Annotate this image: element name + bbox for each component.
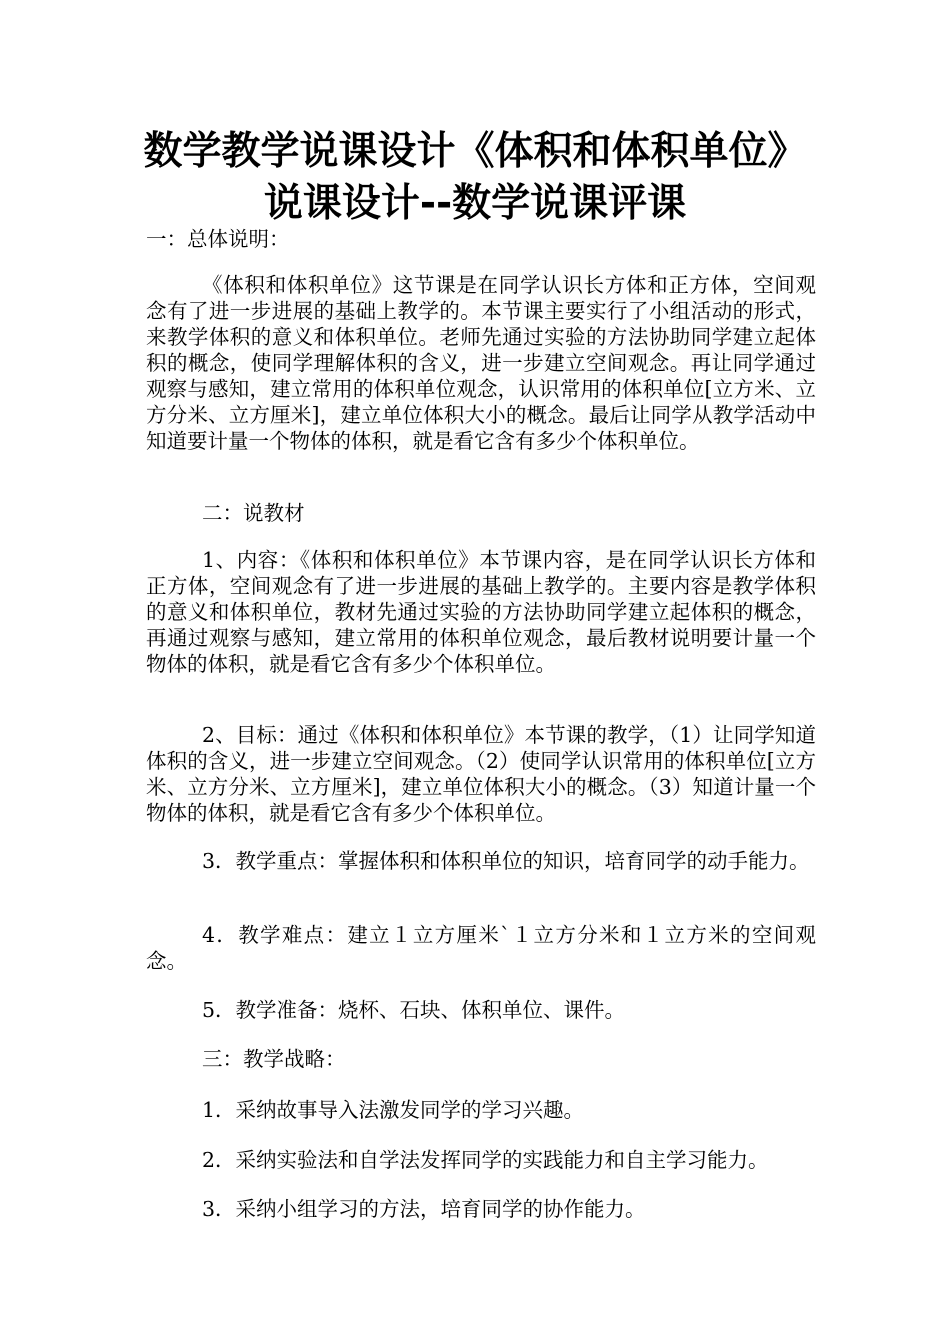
- document-title-line-2: 说课设计--数学说课评课: [263, 181, 687, 226]
- section-2-heading: 二：说教材: [202, 501, 305, 525]
- section-1-paragraph: 《体积和体积单位》这节课是在同学认识长方体和正方体，空间观念有了进一步进展的基础上教学的。本节课主要实行了小组活动的形式，来教学体积的意义和体积单位。老师先通过实验的方法协助同学建立起体积的概念，使同学理解体积的含义，进一步建立空间观念。再让同学通过观察与感知，建立常用的体积单位观念，认识常用的体积单位[立方米、立方分米、立方厘米]，建立单位体积大小的概念。最后让同学从教学活动中知道要计量一个物体的体积，就是看它含有多少个体积单位。: [146, 273, 816, 453]
- item-3-key-points: 3．教学重点：掌握体积和体积单位的知识，培育同学的动手能力。: [202, 849, 810, 873]
- item-4-difficulties: 4．教学难点：建立１立方厘米`１立方分米和１立方米的空间观念。: [146, 923, 816, 973]
- item-2-goals: 2、目标：通过《体积和体积单位》本节课的教学，（1）让同学知道体积的含义，进一步建立空间观念。（2）使同学认识常用的体积单位[立方米、立方分米、立方厘米]，建立单位体积大小的概念。（3）知道计量一个物体的体积，就是看它含有多少个体积单位。: [146, 723, 816, 825]
- item-5-preparation: 5．教学准备：烧杯、石块、体积单位、课件。: [202, 998, 626, 1022]
- document-title-line-1: 数学教学说课设计《体积和体积单位》: [143, 129, 807, 174]
- section-3-heading: 三：教学战略：: [202, 1047, 346, 1071]
- section-1-heading: 一：总体说明：: [146, 227, 290, 251]
- strategy-3: 3．采纳小组学习的方法，培育同学的协作能力。: [202, 1197, 646, 1221]
- item-1-content: 1、内容：《体积和体积单位》本节课内容，是在同学认识长方体和正方体，空间观念有了进一步进展的基础上教学的。主要内容是教学体积的意义和体积单位，教材先通过实验的方法协助同学建立起体积的概念，再通过观察与感知，建立常用的体积单位观念，最后教材说明要计量一个物体的体积，就是看它含有多少个体积单位。: [146, 548, 816, 676]
- strategy-2: 2．采纳实验法和自学法发挥同学的实践能力和自主学习能力。: [202, 1148, 769, 1172]
- strategy-1: 1．采纳故事导入法激发同学的学习兴趣。: [202, 1098, 585, 1122]
